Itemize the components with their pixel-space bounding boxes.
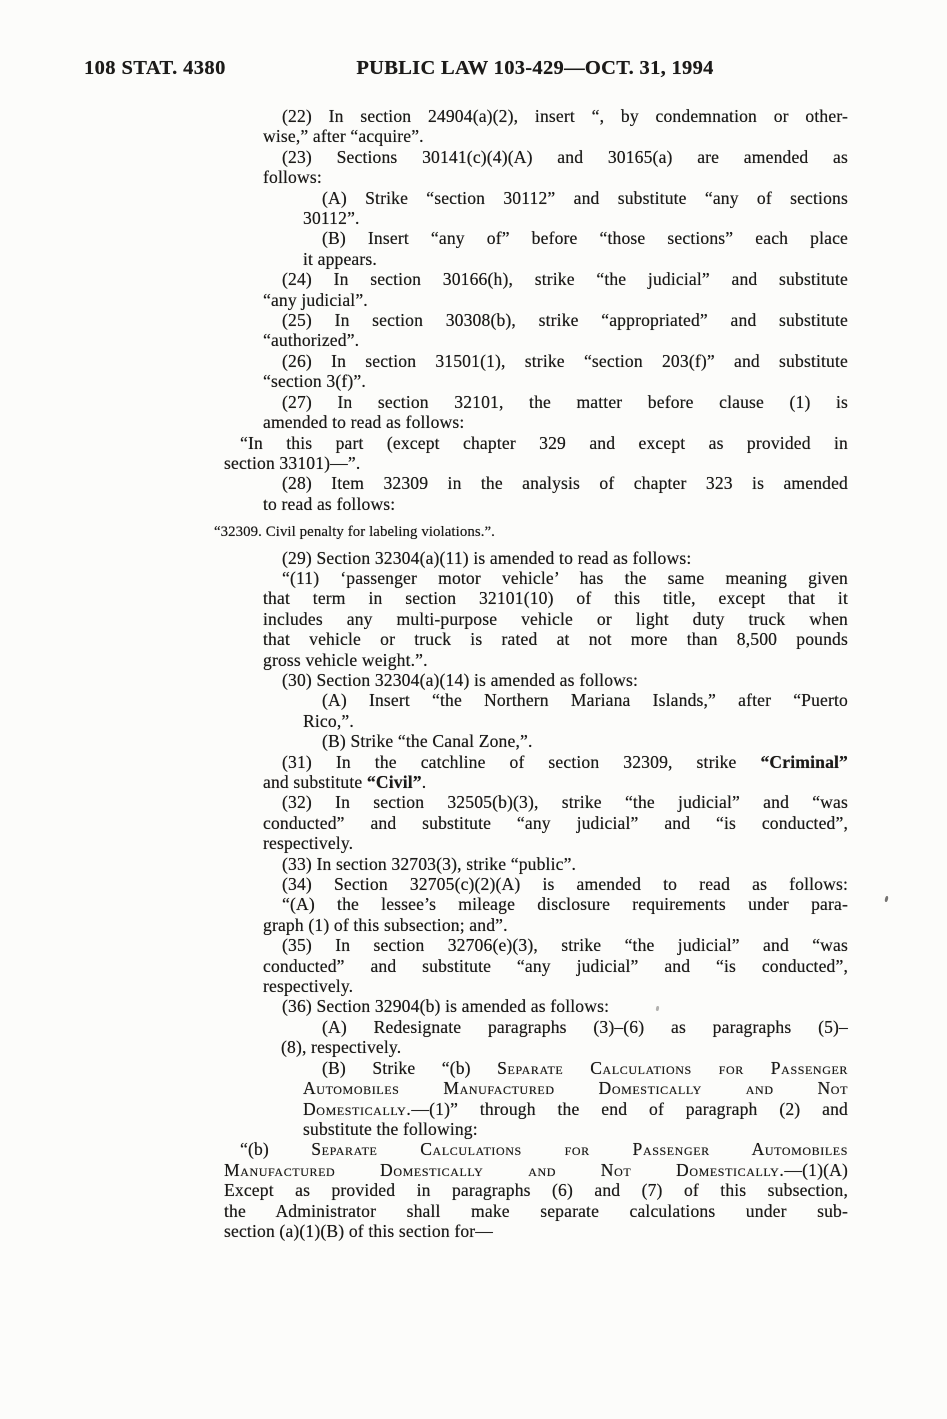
text-line <box>224 1180 848 1200</box>
text-segment: section (a)(1)(B) of this section for— <box>224 1220 494 1241</box>
text-segment: (36) Section 32904(b) is amended as follows: <box>282 996 610 1017</box>
text-segment: (28) Item 32309 in the analysis of chapter 323 is amended <box>282 473 848 494</box>
bold-text: “Criminal” <box>760 751 848 772</box>
statute-paragraph <box>263 792 848 853</box>
text-segment: (31) In the catchline of section 32309, strike <box>282 751 761 772</box>
statute-paragraph <box>263 106 848 147</box>
text-segment: Except as provided in paragraphs (6) and (7) of this subsection, <box>224 1180 848 1201</box>
text-line <box>263 894 848 914</box>
statute-paragraph <box>263 473 848 514</box>
statute-paragraph <box>263 269 848 310</box>
small-caps-text: Separate Calculations for Passenger Automobiles <box>311 1139 848 1160</box>
text-line <box>281 1037 848 1057</box>
statute-paragraph <box>263 310 848 351</box>
text-segment: (29) Section 32304(a)(11) is amended to read as follows: <box>282 547 692 568</box>
text-segment: (A) Strike “section 30112” and substitute “any of sections <box>322 187 848 208</box>
text-line <box>224 433 848 453</box>
bold-text: “Civil” <box>366 772 422 792</box>
statute-paragraph <box>303 188 848 229</box>
text-line <box>263 548 848 568</box>
text-line <box>303 1099 848 1119</box>
text-line <box>263 494 848 514</box>
text-segment: respectively. <box>263 833 354 854</box>
text-segment: amended to read as follows: <box>263 412 465 433</box>
statute-paragraph <box>263 996 848 1016</box>
small-caps-text: Automobiles Manufactured Domestically and Not <box>303 1078 848 1099</box>
text-segment: (33) In section 32703(3), strike “public”. <box>282 853 577 874</box>
text-segment: . <box>421 772 427 792</box>
text-line <box>224 453 848 473</box>
law-title-header: PUBLIC LAW 103-429—OCT. 31, 1994 <box>356 57 714 79</box>
statute-paragraph <box>224 433 848 474</box>
text-line <box>263 935 848 955</box>
text-segment: “authorized”. <box>263 330 360 351</box>
text-segment: gross vehicle weight.”. <box>263 649 428 670</box>
text-segment: Rico,”. <box>303 710 354 731</box>
statute-paragraph <box>263 351 848 392</box>
text-segment: “(A) the lessee’s mileage disclosure requirements under para- <box>282 894 848 915</box>
text-line <box>263 473 848 493</box>
text-line <box>263 588 848 608</box>
statute-paragraph <box>263 568 848 670</box>
statute-paragraph <box>303 1058 848 1140</box>
text-segment: that vehicle or truck is rated at not more than 8,500 pounds <box>263 629 848 650</box>
text-segment: (8), respectively. <box>281 1037 402 1058</box>
text-line <box>263 650 848 670</box>
text-line <box>303 188 848 208</box>
text-segment: (34) Section 32705(c)(2)(A) is amended to read as follows: <box>282 874 848 895</box>
text-segment: substitute the following: <box>303 1118 478 1139</box>
small-caps-text: Manufactured Domestically and Not Domestically. <box>224 1159 785 1180</box>
text-line <box>263 833 848 853</box>
statute-paragraph <box>303 690 848 731</box>
text-line <box>263 412 848 432</box>
text-line <box>303 249 848 269</box>
text-segment: (22) In section 24904(a)(2), insert “, by condemnation or other- <box>282 106 848 126</box>
text-line <box>263 976 848 996</box>
text-segment: includes any multi-purpose vehicle or light duty truck when <box>263 608 848 629</box>
text-line <box>263 147 848 167</box>
text-line <box>263 392 848 412</box>
text-segment: wise,” after “acquire”. <box>263 126 424 147</box>
text-line <box>303 1078 848 1098</box>
text-segment: (B) Strike “the Canal Zone,”. <box>322 731 533 752</box>
text-segment: and substitute <box>263 772 367 792</box>
text-segment: —(1)” through the end of paragraph (2) and <box>411 1098 848 1119</box>
statute-paragraph <box>303 228 848 269</box>
text-segment: conducted” and substitute “any judicial” and “is conducted”, <box>263 812 848 833</box>
text-segment: “any judicial”. <box>263 289 368 310</box>
text-line <box>303 228 848 248</box>
text-segment: “(b) <box>240 1139 312 1160</box>
statute-paragraph <box>263 752 848 793</box>
scan-artifact-mark <box>884 896 888 903</box>
text-line <box>224 1139 848 1159</box>
text-line <box>263 330 848 350</box>
text-segment: respectively. <box>263 976 354 997</box>
text-segment: (B) Insert “any of” before “those sections” each place <box>322 228 848 249</box>
text-segment: (25) In section 30308(b), strike “appropriated” and substitute <box>282 310 848 331</box>
text-segment: it appears. <box>303 248 377 269</box>
text-line <box>263 854 848 874</box>
text-segment: (A) Insert “the Northern Mariana Islands,” after “Puerto <box>322 690 848 711</box>
text-segment: “32309. Civil penalty for labeling violations.”. <box>214 524 495 541</box>
text-line <box>303 208 848 228</box>
text-line <box>263 772 848 792</box>
text-segment: 30112”. <box>303 208 360 229</box>
statute-paragraph <box>263 548 848 568</box>
text-line <box>263 609 848 629</box>
text-line <box>303 711 848 731</box>
text-column <box>214 106 848 1241</box>
text-line <box>214 522 848 542</box>
small-caps-text: Domestically. <box>303 1098 412 1119</box>
text-line <box>303 1058 848 1078</box>
text-segment: (30) Section 32304(a)(14) is amended as follows: <box>282 669 639 690</box>
text-segment: (26) In section 31501(1), strike “section 203(f)” and substitute <box>282 350 848 371</box>
text-segment: —(1)(A) <box>784 1159 848 1180</box>
text-line <box>224 1221 848 1241</box>
statute-paragraph <box>263 147 848 188</box>
statute-paragraph <box>214 522 848 542</box>
text-segment: (24) In section 30166(h), strike “the judicial” and substitute <box>282 269 848 290</box>
small-caps-text: Separate Calculations for Passenger <box>497 1057 848 1078</box>
text-line <box>263 915 848 935</box>
text-segment: (A) Redesignate paragraphs (3)–(6) as paragraphs (5)– <box>322 1016 848 1037</box>
statute-paragraph <box>263 670 848 690</box>
text-segment: (23) Sections 30141(c)(4)(A) and 30165(a) are amended as <box>282 146 848 167</box>
text-line <box>224 1201 848 1221</box>
statute-paragraph <box>263 392 848 433</box>
text-line <box>224 1160 848 1180</box>
text-segment: (32) In section 32505(b)(3), strike “the judicial” and “was <box>282 792 848 813</box>
text-segment: (27) In section 32101, the matter before clause (1) is <box>282 391 848 412</box>
text-segment: follows: <box>263 167 322 188</box>
text-segment: “In this part (except chapter 329 and except as provided in <box>240 432 848 453</box>
text-line <box>263 629 848 649</box>
text-line <box>263 351 848 371</box>
text-line <box>263 813 848 833</box>
text-line <box>263 371 848 391</box>
text-segment: (35) In section 32706(e)(3), strike “the judicial” and “was <box>282 935 848 956</box>
text-line <box>303 1119 848 1139</box>
text-line <box>263 290 848 310</box>
statute-paragraph <box>263 874 848 894</box>
text-line <box>303 731 848 751</box>
statute-paragraph <box>303 731 848 751</box>
statute-paragraph <box>263 854 848 874</box>
text-segment: graph (1) of this subsection; and”. <box>263 914 508 935</box>
text-segment: “(11) ‘passenger motor vehicle’ has the same meaning given <box>282 567 848 588</box>
statute-paragraph <box>281 1017 848 1058</box>
text-segment: to read as follows: <box>263 493 396 514</box>
stat-page-number: 108 STAT. 4380 <box>84 57 226 79</box>
text-segment: the Administrator shall make separate calculations under sub- <box>224 1200 848 1221</box>
text-line <box>263 956 848 976</box>
text-segment: that term in section 32101(10) of this title, except that it <box>263 588 848 609</box>
statute-paragraph <box>263 935 848 996</box>
text-line <box>263 996 848 1016</box>
text-line <box>263 126 848 146</box>
text-line <box>263 874 848 894</box>
text-segment: “section 3(f)”. <box>263 371 366 392</box>
text-line <box>263 106 848 126</box>
text-line <box>263 310 848 330</box>
statute-paragraph <box>263 894 848 935</box>
statute-paragraph <box>224 1139 848 1241</box>
text-line <box>281 1017 848 1037</box>
text-line <box>263 568 848 588</box>
text-line <box>263 269 848 289</box>
text-line <box>263 167 848 187</box>
text-line <box>263 792 848 812</box>
text-segment: section 33101)—”. <box>224 452 361 473</box>
text-line <box>303 690 848 710</box>
text-line <box>263 670 848 690</box>
text-line <box>263 752 848 772</box>
text-segment: conducted” and substitute “any judicial” and “is conducted”, <box>263 955 848 976</box>
text-segment: (B) Strike “(b) <box>322 1057 498 1078</box>
